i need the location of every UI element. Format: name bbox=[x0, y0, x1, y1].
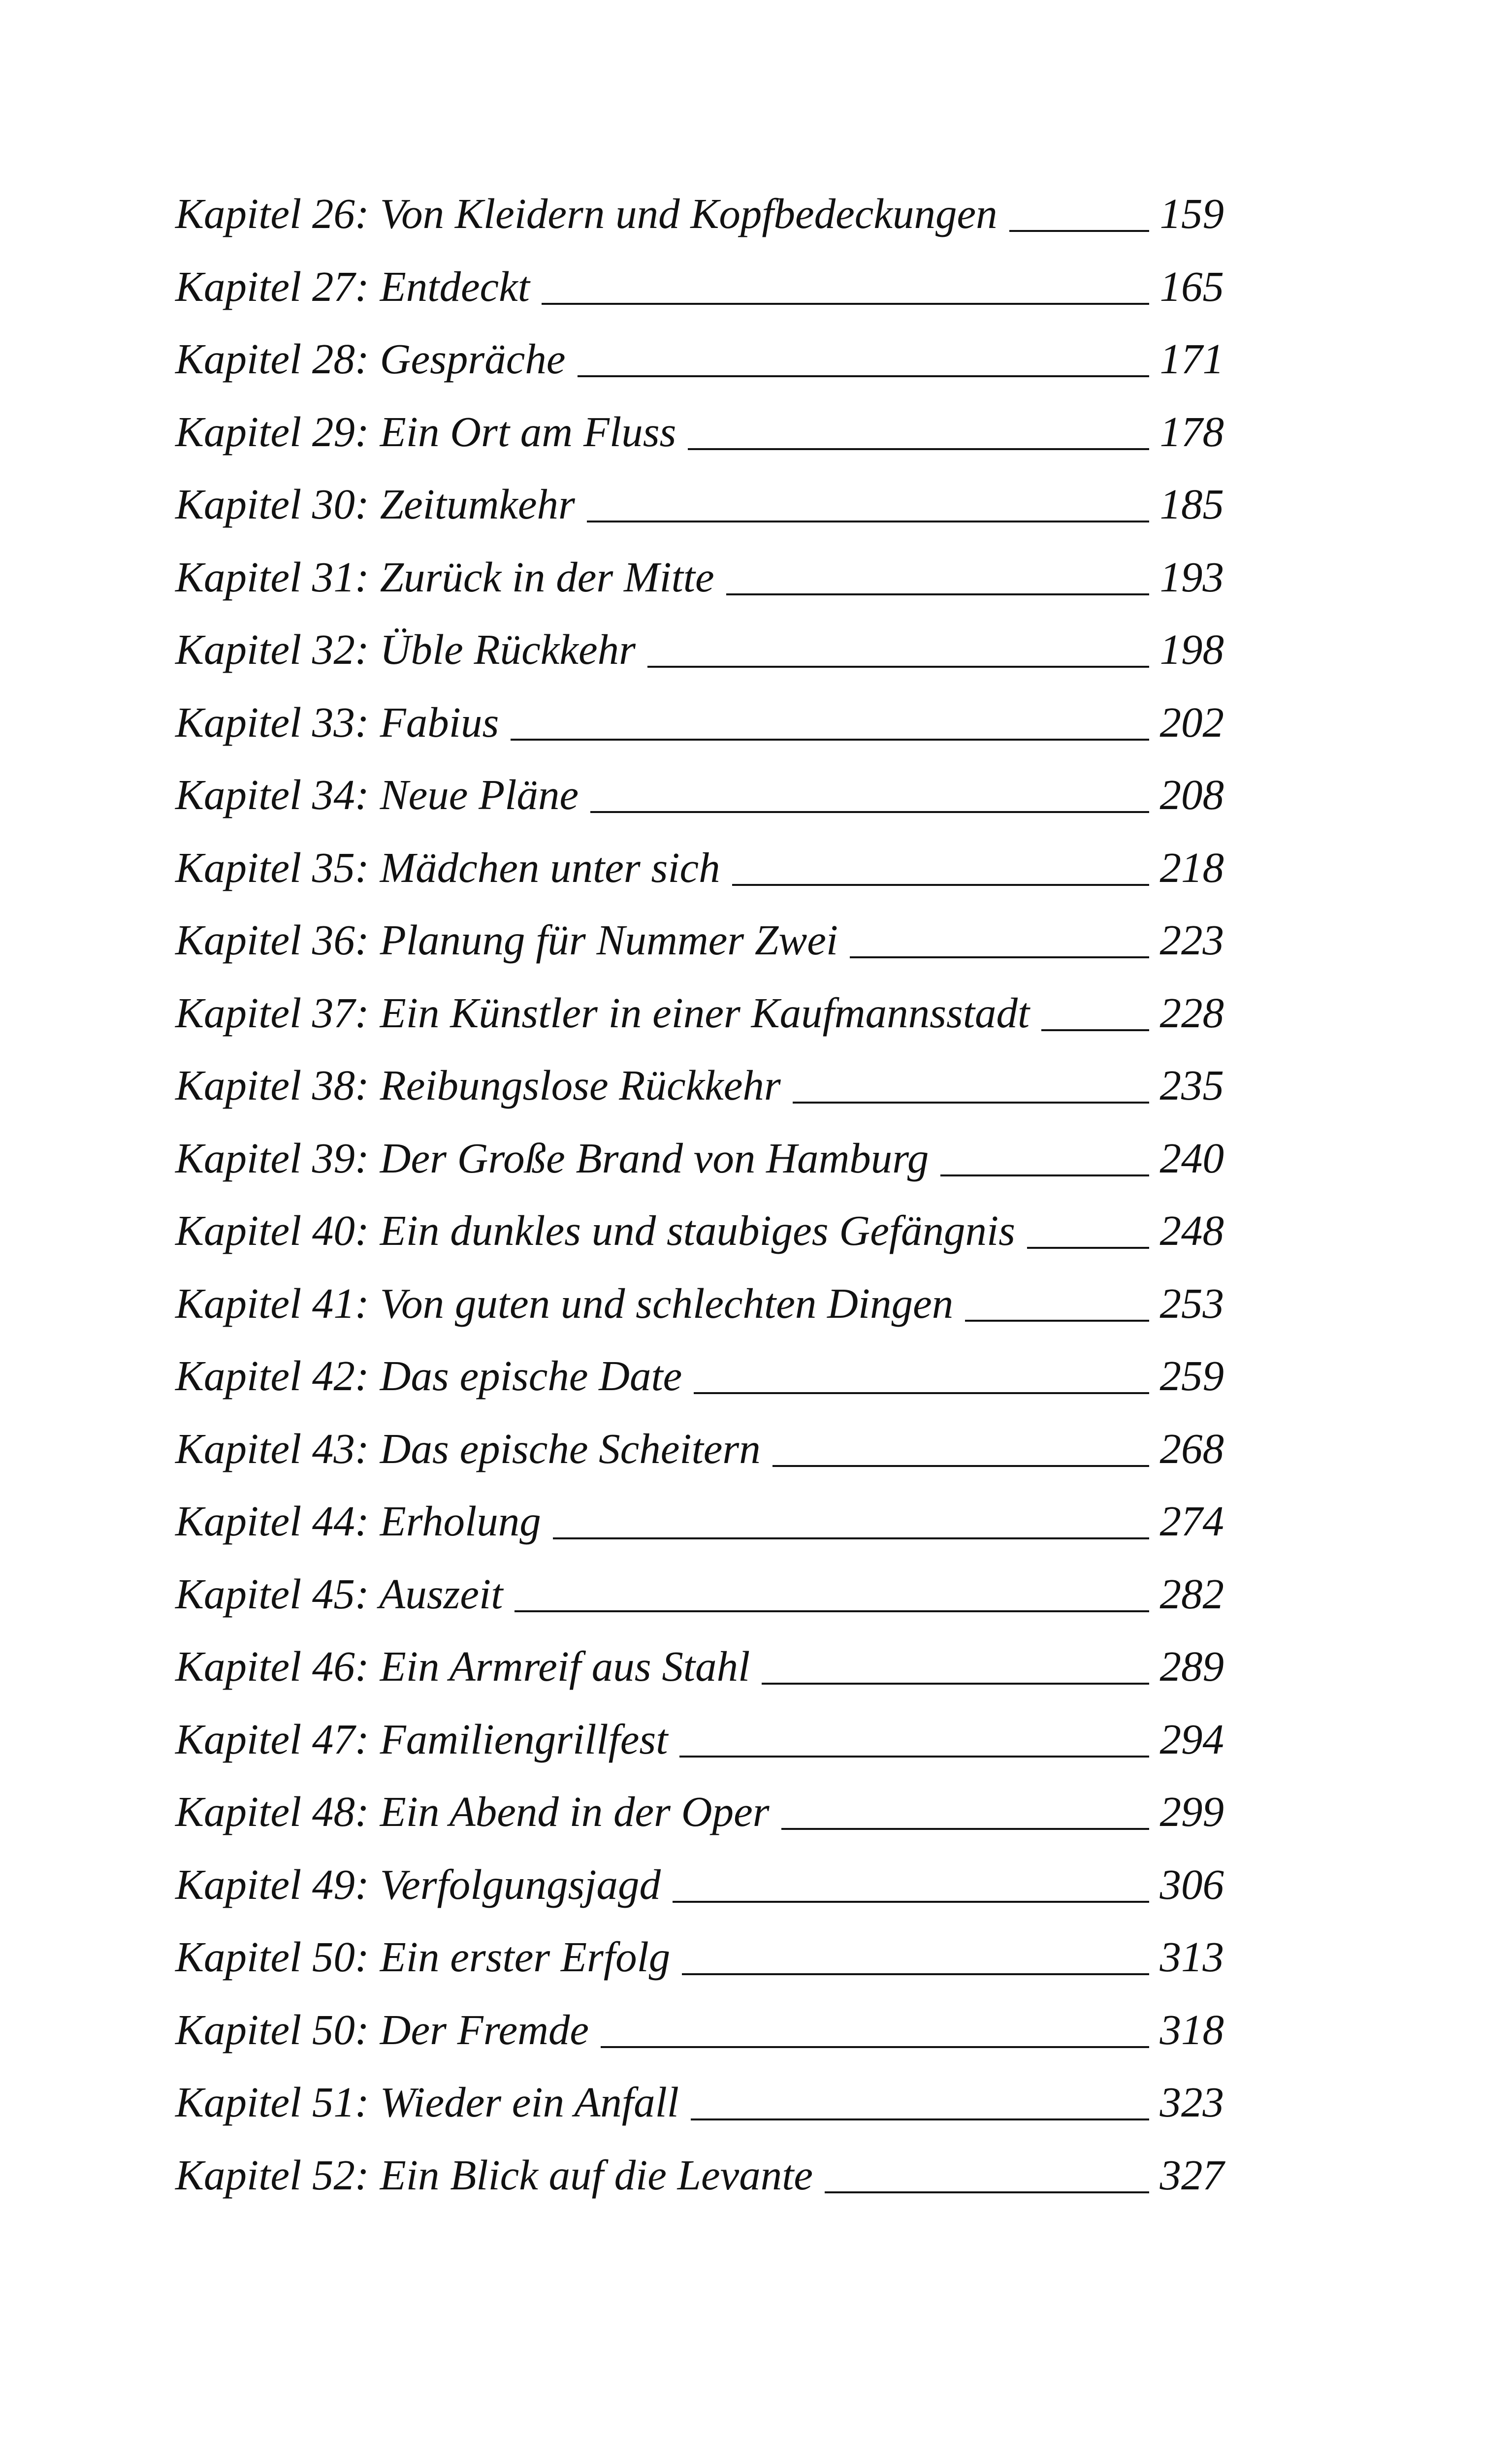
toc-entry bbox=[175, 323, 1224, 395]
chapter-title: Kapitel 36: Planung für Nummer Zwei bbox=[175, 916, 838, 964]
toc-entry bbox=[175, 686, 1224, 759]
page-number: 268 bbox=[1159, 1424, 1224, 1472]
toc-entry bbox=[175, 831, 1224, 904]
toc-entry bbox=[175, 2066, 1224, 2139]
page-number: 282 bbox=[1159, 1569, 1224, 1618]
toc-entry bbox=[175, 1194, 1224, 1267]
page-number: 159 bbox=[1159, 190, 1224, 237]
toc-entry bbox=[175, 1848, 1224, 1921]
page-number: 240 bbox=[1159, 1134, 1224, 1182]
chapter-title: Kapitel 33: Fabius bbox=[175, 698, 499, 746]
chapter-title: Kapitel 48: Ein Abend in der Oper bbox=[175, 1788, 770, 1835]
leader-line bbox=[601, 2046, 1149, 2048]
leader-line bbox=[965, 1320, 1149, 1322]
chapter-title: Kapitel 32: Üble Rückkehr bbox=[175, 625, 636, 673]
leader-line bbox=[694, 1392, 1149, 1394]
page-number: 208 bbox=[1159, 771, 1224, 818]
page-number: 294 bbox=[1159, 1715, 1224, 1763]
toc-entry bbox=[175, 1630, 1224, 1703]
page-number: 223 bbox=[1159, 916, 1224, 964]
chapter-title: Kapitel 40: Ein dunkles und staubiges Gefängnis bbox=[175, 1206, 1016, 1254]
leader-line bbox=[553, 1537, 1149, 1539]
leader-line bbox=[679, 1756, 1149, 1758]
chapter-title: Kapitel 45: Auszeit bbox=[175, 1569, 503, 1618]
chapter-title: Kapitel 43: Das epische Scheitern bbox=[175, 1424, 761, 1472]
toc-entry bbox=[175, 468, 1224, 541]
leader-line bbox=[825, 2191, 1149, 2193]
toc-entry bbox=[175, 250, 1224, 323]
leader-line bbox=[762, 1683, 1149, 1685]
page-number: 313 bbox=[1159, 1933, 1224, 1981]
leader-line bbox=[940, 1174, 1149, 1176]
chapter-title: Kapitel 41: Von guten und schlechten Dingen bbox=[175, 1279, 954, 1327]
chapter-title: Kapitel 35: Mädchen unter sich bbox=[175, 843, 720, 891]
leader-line bbox=[542, 303, 1149, 305]
toc-entry bbox=[175, 758, 1224, 831]
page-number: 318 bbox=[1159, 2005, 1224, 2053]
page-number: 165 bbox=[1159, 262, 1224, 310]
page-number: 235 bbox=[1159, 1061, 1224, 1109]
chapter-title: Kapitel 37: Ein Künstler in einer Kaufmannsstadt bbox=[175, 988, 1030, 1037]
chapter-title: Kapitel 26: Von Kleidern und Kopfbedeckungen bbox=[175, 190, 997, 237]
chapter-title: Kapitel 42: Das epische Date bbox=[175, 1352, 682, 1400]
toc-entry bbox=[175, 1558, 1224, 1630]
toc-entry bbox=[175, 1775, 1224, 1848]
leader-line bbox=[578, 375, 1149, 377]
leader-line bbox=[587, 521, 1149, 522]
chapter-title: Kapitel 31: Zurück in der Mitte bbox=[175, 553, 714, 601]
page-number: 306 bbox=[1159, 1860, 1224, 1908]
page-number: 202 bbox=[1159, 698, 1224, 746]
leader-line bbox=[691, 2118, 1149, 2120]
toc-entry bbox=[175, 977, 1224, 1049]
page-number: 218 bbox=[1159, 843, 1224, 891]
toc-entry bbox=[175, 904, 1224, 977]
leader-line bbox=[515, 1610, 1149, 1612]
toc-entry bbox=[175, 1339, 1224, 1412]
page-number: 228 bbox=[1159, 988, 1224, 1037]
page-number: 198 bbox=[1159, 625, 1224, 673]
leader-line bbox=[682, 1973, 1149, 1975]
toc-entry bbox=[175, 1485, 1224, 1558]
toc-entry bbox=[175, 177, 1224, 250]
chapter-title: Kapitel 46: Ein Armreif aus Stahl bbox=[175, 1642, 750, 1690]
page-number: 185 bbox=[1159, 480, 1224, 528]
chapter-title: Kapitel 47: Familiengrillfest bbox=[175, 1715, 668, 1763]
toc-entry bbox=[175, 1049, 1224, 1122]
leader-line bbox=[511, 739, 1149, 741]
chapter-title: Kapitel 52: Ein Blick auf die Levante bbox=[175, 2150, 813, 2199]
chapter-title: Kapitel 38: Reibungslose Rückkehr bbox=[175, 1061, 781, 1109]
chapter-title: Kapitel 27: Entdeckt bbox=[175, 262, 530, 310]
page-number: 178 bbox=[1159, 407, 1224, 456]
page-number: 259 bbox=[1159, 1352, 1224, 1400]
chapter-title: Kapitel 51: Wieder ein Anfall bbox=[175, 2078, 679, 2126]
leader-line bbox=[1009, 230, 1149, 232]
page-number: 193 bbox=[1159, 553, 1224, 601]
leader-line bbox=[688, 448, 1149, 450]
page-number: 289 bbox=[1159, 1642, 1224, 1690]
toc-entry bbox=[175, 1993, 1224, 2066]
leader-line bbox=[726, 593, 1149, 595]
page-number: 171 bbox=[1159, 335, 1224, 383]
chapter-title: Kapitel 39: Der Große Brand von Hamburg bbox=[175, 1134, 929, 1182]
toc-entry bbox=[175, 1122, 1224, 1195]
page-number: 323 bbox=[1159, 2078, 1224, 2126]
page-number: 253 bbox=[1159, 1279, 1224, 1327]
leader-line bbox=[590, 811, 1149, 813]
chapter-title: Kapitel 34: Neue Pläne bbox=[175, 771, 579, 818]
toc-entry bbox=[175, 395, 1224, 468]
chapter-title: Kapitel 50: Der Fremde bbox=[175, 2005, 589, 2053]
leader-line bbox=[1027, 1247, 1149, 1249]
chapter-title: Kapitel 30: Zeitumkehr bbox=[175, 480, 575, 528]
toc-entry bbox=[175, 541, 1224, 614]
leader-line bbox=[772, 1465, 1149, 1467]
chapter-title: Kapitel 29: Ein Ort am Fluss bbox=[175, 407, 676, 456]
leader-line bbox=[647, 666, 1149, 668]
chapter-title: Kapitel 50: Ein erster Erfolg bbox=[175, 1933, 671, 1981]
leader-line bbox=[732, 884, 1149, 886]
leader-line bbox=[673, 1901, 1149, 1903]
toc-entry bbox=[175, 2139, 1224, 2212]
page-number: 299 bbox=[1159, 1788, 1224, 1835]
toc-entry bbox=[175, 613, 1224, 686]
toc-entry bbox=[175, 1267, 1224, 1340]
toc-entry bbox=[175, 1921, 1224, 1993]
leader-line bbox=[850, 956, 1149, 958]
leader-line bbox=[1041, 1029, 1149, 1031]
chapter-title: Kapitel 44: Erholung bbox=[175, 1497, 541, 1545]
page-number: 274 bbox=[1159, 1497, 1224, 1545]
toc-entry bbox=[175, 1412, 1224, 1485]
leader-line bbox=[793, 1102, 1149, 1104]
leader-line bbox=[781, 1828, 1149, 1830]
toc-entry bbox=[175, 1703, 1224, 1776]
page-number: 327 bbox=[1159, 2150, 1224, 2199]
table-of-contents bbox=[175, 177, 1224, 2211]
page-number: 248 bbox=[1159, 1206, 1224, 1254]
chapter-title: Kapitel 49: Verfolgungsjagd bbox=[175, 1860, 661, 1908]
chapter-title: Kapitel 28: Gespräche bbox=[175, 335, 566, 383]
